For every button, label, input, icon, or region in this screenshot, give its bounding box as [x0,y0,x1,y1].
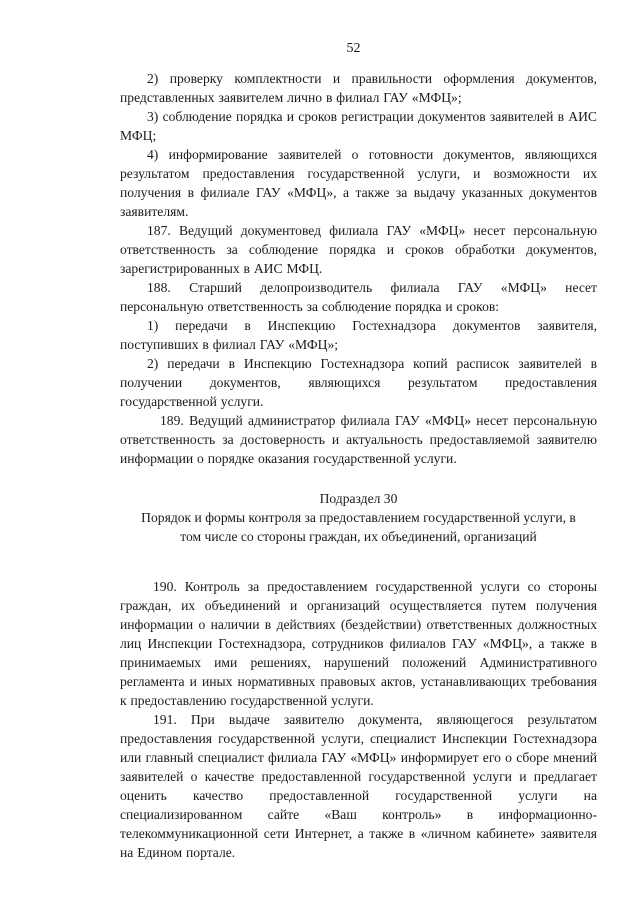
page-number: 52 [346,41,361,56]
paragraph-188: 188. Старший делопроизводитель филиала ГАУ «МФЦ» несет персональную ответственность за соблюдение порядка и сроков: [120,280,597,314]
subsection-label: Подраздел 30 [319,491,398,506]
paragraph-187: 187. Ведущий документовед филиала ГАУ «МФЦ» несет персональную ответственность за соблюдение порядка и сроков обработки документов, зарегистрированных в АИС МФЦ. [120,223,597,276]
bottom-section [120,577,597,862]
paragraph-188-item-2: 2) передачи в Инспекцию Гостехнадзора копий расписок заявителей в получении документов, являющихся результатом предоставления государственной услуги. [120,356,597,409]
subsection-title: Порядок и формы контроля за предоставлением государственной услуги, в том числе со стороны граждан, их объединений, организаций [141,510,576,544]
paragraph-item-2: 2) проверку комплектности и правильности оформления документов, представленных заявителем лично в филиал ГАУ «МФЦ»; [120,71,597,105]
paragraph-189: 189. Ведущий администратор филиала ГАУ «МФЦ» несет персональную ответственность за достоверность и актуальность предоставляемой заявителю информации о порядке оказания государственной услуги. [120,413,597,466]
paragraph-item-4: 4) информирование заявителей о готовности документов, являющихся результатом предоставления государственной услуги, и возможности их получения в филиале ГАУ «МФЦ», а также за выдачу указанных документов заявителям. [120,147,597,219]
subsection-heading [120,489,597,546]
top-section [120,69,597,468]
paragraph-190: 190. Контроль за предоставлением государственной услуги со стороны граждан, их объединений и организаций осуществляется путем получения информации о наличии в действиях (бездействии) ответственных должностных лиц Инспекции Гостехнадзора, сотрудников филиалов ГАУ «МФЦ», а также в принимаемых ими решениях, нарушений положений Административного регламента и иных нормативных правовых актов, устанавливающих требования к предоставлению государственной услуги. [120,579,597,708]
paragraph-item-3: 3) соблюдение порядка и сроков регистрации документов заявителей в АИС МФЦ; [120,109,597,143]
paragraph-188-item-1: 1) передачи в Инспекцию Гостехнадзора документов заявителя, поступивших в филиал ГАУ «МФЦ»; [120,318,597,352]
paragraph-191: 191. При выдаче заявителю документа, являющегося результатом предоставления государственной услуги, специалист Инспекции Гостехнадзора или главный специалист филиала ГАУ «МФЦ» информирует его о сборе мнений заявителей о качестве предоставленной государственной услуги и предлагает оценить качество предоставленной государственной услуги на специализированном сайте «Ваш контроль» в информационно-телекоммуникационной сети Интернет, а также в «личном кабинете» заявителя на Едином портале. [120,712,597,860]
